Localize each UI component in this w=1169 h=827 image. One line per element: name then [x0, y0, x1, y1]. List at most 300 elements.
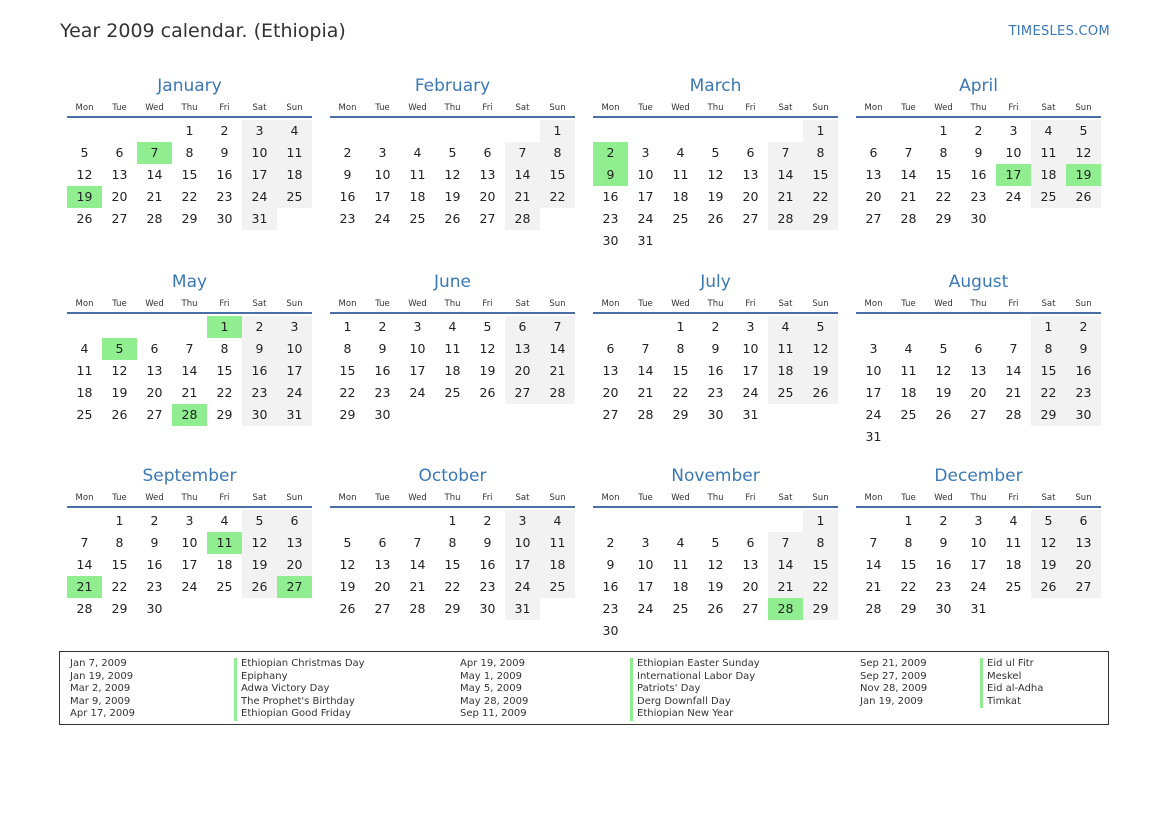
day-cell: 16: [479, 557, 496, 572]
day-cell: 5: [242, 510, 277, 532]
month-january: [67, 72, 312, 268]
holiday-day-cell: 27: [277, 576, 312, 598]
calendar-grid: [67, 72, 1101, 640]
holiday-date-column: [70, 658, 135, 721]
weekday-label: Fri: [219, 493, 230, 503]
day-grid: [856, 120, 1101, 230]
weekday-label: Wed: [408, 493, 427, 503]
empty-cell: [365, 510, 400, 532]
day-cell: 28: [76, 601, 93, 616]
weekday-label: Sun: [549, 493, 566, 503]
day-cell: 19: [479, 363, 496, 378]
day-cell: 14: [865, 557, 882, 572]
month-april: [856, 72, 1101, 268]
day-cell: 11: [76, 363, 93, 378]
day-cell: 5: [803, 316, 838, 338]
day-cell: 26: [707, 601, 724, 616]
month-name: November: [671, 466, 760, 486]
day-cell: 25: [540, 576, 575, 598]
month-name: June: [433, 272, 472, 292]
day-cell: 30: [1066, 404, 1101, 426]
weekday-label: Thu: [181, 299, 198, 309]
day-cell: 29: [900, 601, 917, 616]
weekday-label: Fri: [219, 103, 230, 113]
weekday-label: Fri: [482, 103, 493, 113]
empty-cell: [67, 120, 102, 142]
month-june: [330, 268, 575, 462]
day-cell: 13: [374, 557, 391, 572]
day-cell: 19: [707, 189, 724, 204]
day-cell: 19: [707, 579, 724, 594]
day-cell: 28: [409, 601, 426, 616]
day-cell: 18: [76, 385, 93, 400]
day-cell: 14: [505, 164, 540, 186]
weekday-label: Sat: [1041, 103, 1056, 113]
day-cell: 14: [181, 363, 198, 378]
day-cell: 8: [904, 535, 913, 550]
day-cell: 18: [1031, 164, 1066, 186]
empty-cell: [733, 120, 768, 142]
holiday-date: Nov 28, 2009: [860, 683, 928, 695]
day-cell: 13: [970, 363, 987, 378]
holiday-day-cell: 1: [207, 316, 242, 338]
day-cell: 2: [242, 316, 277, 338]
month-february: [330, 72, 575, 268]
weekday-label: Mon: [864, 103, 883, 113]
month-november: [593, 462, 838, 640]
day-cell: 12: [935, 363, 952, 378]
holiday-name: Eid al-Adha: [980, 683, 1043, 696]
holiday-name: Adwa Victory Day: [234, 683, 365, 696]
day-cell: 18: [672, 579, 689, 594]
day-cell: 18: [216, 557, 233, 572]
day-cell: 12: [242, 532, 277, 554]
holiday-name: Meskel: [980, 671, 1043, 684]
day-grid: [593, 510, 838, 642]
day-cell: 6: [150, 341, 159, 356]
day-cell: 26: [935, 407, 952, 422]
weekday-label: Wed: [408, 103, 427, 113]
day-cell: 17: [277, 360, 312, 382]
day-cell: 29: [444, 601, 461, 616]
holiday-date: May 28, 2009: [460, 695, 529, 707]
day-cell: 14: [540, 338, 575, 360]
day-cell: 1: [803, 120, 838, 142]
day-cell: 21: [146, 189, 163, 204]
day-cell: 13: [479, 167, 496, 182]
day-cell: 22: [672, 385, 689, 400]
day-cell: 22: [444, 579, 461, 594]
day-cell: 15: [181, 167, 198, 182]
day-cell: 3: [242, 120, 277, 142]
day-cell: 15: [803, 554, 838, 576]
day-cell: 12: [707, 167, 724, 182]
weekday-header: [593, 490, 838, 508]
day-cell: 15: [1031, 360, 1066, 382]
empty-cell: [926, 316, 961, 338]
day-cell: 16: [935, 557, 952, 572]
empty-cell: [102, 120, 137, 142]
day-cell: 9: [974, 145, 983, 160]
day-cell: 10: [970, 535, 987, 550]
day-cell: 18: [1005, 557, 1022, 572]
day-cell: 16: [146, 557, 163, 572]
day-cell: 16: [339, 189, 356, 204]
day-cell: 30: [935, 601, 952, 616]
weekday-label: Mon: [601, 103, 620, 113]
empty-cell: [137, 316, 172, 338]
day-cell: 6: [869, 145, 878, 160]
weekday-label: Thu: [970, 299, 987, 309]
day-cell: 27: [602, 407, 619, 422]
day-cell: 21: [409, 579, 426, 594]
day-cell: 22: [540, 186, 575, 208]
weekday-label: Tue: [901, 493, 916, 503]
day-cell: 22: [216, 385, 233, 400]
day-cell: 23: [935, 579, 952, 594]
day-cell: 1: [939, 123, 948, 138]
day-cell: 7: [869, 535, 878, 550]
day-cell: 10: [181, 535, 198, 550]
day-cell: 8: [540, 142, 575, 164]
weekday-label: Sat: [252, 493, 267, 503]
day-cell: 15: [216, 363, 233, 378]
day-cell: 14: [900, 167, 917, 182]
weekday-label: Mon: [338, 299, 357, 309]
day-cell: 19: [111, 385, 128, 400]
weekday-label: Tue: [638, 493, 653, 503]
day-cell: 5: [80, 145, 89, 160]
month-name: March: [689, 76, 742, 96]
day-cell: 2: [606, 535, 615, 550]
weekday-label: Thu: [181, 493, 198, 503]
day-cell: 1: [676, 319, 685, 334]
weekday-label: Sun: [286, 103, 303, 113]
day-cell: 24: [409, 385, 426, 400]
day-cell: 29: [181, 211, 198, 226]
day-cell: 20: [742, 189, 759, 204]
day-cell: 3: [746, 319, 755, 334]
day-cell: 27: [742, 601, 759, 616]
weekday-label: Sun: [286, 493, 303, 503]
day-cell: 15: [444, 557, 461, 572]
day-cell: 20: [374, 579, 391, 594]
day-cell: 13: [146, 363, 163, 378]
holiday-day-cell: 28: [172, 404, 207, 426]
day-cell: 4: [220, 513, 229, 528]
day-cell: 12: [479, 341, 496, 356]
day-cell: 17: [742, 363, 759, 378]
day-cell: 12: [803, 338, 838, 360]
day-cell: 23: [146, 579, 163, 594]
day-cell: 27: [1066, 576, 1101, 598]
day-cell: 9: [483, 535, 492, 550]
day-cell: 24: [637, 211, 654, 226]
weekday-header: [330, 490, 575, 508]
day-cell: 7: [80, 535, 89, 550]
day-cell: 26: [1031, 576, 1066, 598]
weekday-label: Sun: [549, 103, 566, 113]
weekday-header: [593, 296, 838, 314]
day-cell: 8: [803, 142, 838, 164]
day-cell: 25: [672, 211, 689, 226]
day-cell: 11: [409, 167, 426, 182]
day-cell: 2: [378, 319, 387, 334]
weekday-label: Sat: [1041, 493, 1056, 503]
day-cell: 13: [742, 167, 759, 182]
day-cell: 17: [970, 557, 987, 572]
empty-cell: [172, 316, 207, 338]
day-cell: 30: [216, 211, 233, 226]
day-cell: 28: [540, 382, 575, 404]
day-cell: 8: [115, 535, 124, 550]
weekday-label: Tue: [638, 103, 653, 113]
day-cell: 26: [242, 576, 277, 598]
holiday-day-cell: 9: [593, 164, 628, 186]
day-cell: 21: [1005, 385, 1022, 400]
month-name: January: [157, 76, 222, 96]
day-cell: 8: [448, 535, 457, 550]
day-cell: 5: [483, 319, 492, 334]
day-cell: 16: [374, 363, 391, 378]
month-august: [856, 268, 1101, 462]
day-cell: 17: [637, 189, 654, 204]
day-cell: 21: [540, 360, 575, 382]
day-cell: 1: [540, 120, 575, 142]
weekday-label: Thu: [444, 493, 461, 503]
weekday-label: Tue: [375, 299, 390, 309]
day-cell: 19: [444, 189, 461, 204]
day-cell: 4: [448, 319, 457, 334]
day-cell: 16: [970, 167, 987, 182]
empty-cell: [996, 316, 1031, 338]
weekday-label: Wed: [934, 103, 953, 113]
day-cell: 11: [672, 557, 689, 572]
day-grid: [330, 316, 575, 426]
day-cell: 16: [1066, 360, 1101, 382]
day-cell: 14: [76, 557, 93, 572]
weekday-label: Mon: [601, 299, 620, 309]
day-cell: 23: [216, 189, 233, 204]
empty-cell: [593, 120, 628, 142]
day-cell: 14: [768, 554, 803, 576]
day-cell: 6: [1066, 510, 1101, 532]
day-cell: 23: [602, 211, 619, 226]
empty-cell: [628, 316, 663, 338]
day-cell: 24: [637, 601, 654, 616]
weekday-label: Wed: [671, 493, 690, 503]
holiday-day-cell: 2: [593, 142, 628, 164]
day-grid: [593, 120, 838, 252]
day-cell: 8: [676, 341, 685, 356]
holiday-date: May 1, 2009: [460, 670, 523, 682]
holiday-date: Sep 27, 2009: [860, 670, 927, 682]
day-cell: 24: [181, 579, 198, 594]
day-cell: 25: [277, 186, 312, 208]
day-cell: 1: [185, 123, 194, 138]
day-grid: [67, 510, 312, 620]
day-cell: 5: [711, 145, 720, 160]
holiday-date: Apr 19, 2009: [460, 658, 526, 669]
holiday-name: Ethiopian Good Friday: [234, 708, 365, 721]
day-cell: 1: [904, 513, 913, 528]
day-cell: 24: [865, 407, 882, 422]
day-cell: 17: [374, 189, 391, 204]
day-cell: 8: [803, 532, 838, 554]
holiday-name: Timkat: [980, 696, 1043, 709]
weekday-label: Wed: [408, 299, 427, 309]
holiday-date-column: [460, 658, 528, 721]
day-cell: 20: [602, 385, 619, 400]
weekday-label: Wed: [671, 103, 690, 113]
weekday-label: Mon: [75, 493, 94, 503]
day-cell: 21: [900, 189, 917, 204]
day-cell: 3: [974, 513, 983, 528]
holiday-day-cell: 19: [1066, 164, 1101, 186]
day-cell: 27: [742, 211, 759, 226]
weekday-label: Mon: [75, 103, 94, 113]
day-cell: 6: [378, 535, 387, 550]
day-cell: 3: [641, 145, 650, 160]
day-cell: 3: [413, 319, 422, 334]
day-cell: 10: [637, 167, 654, 182]
weekday-label: Thu: [970, 493, 987, 503]
empty-cell: [856, 316, 891, 338]
empty-cell: [365, 120, 400, 142]
holiday-date-column: [860, 658, 927, 708]
day-cell: 17: [505, 554, 540, 576]
day-cell: 13: [865, 167, 882, 182]
weekday-label: Mon: [338, 103, 357, 113]
day-cell: 16: [602, 189, 619, 204]
day-cell: 24: [970, 579, 987, 594]
day-cell: 5: [939, 341, 948, 356]
day-cell: 4: [768, 316, 803, 338]
day-cell: 30: [602, 623, 619, 638]
day-cell: 29: [216, 407, 233, 422]
day-cell: 21: [181, 385, 198, 400]
holiday-date: Jan 19, 2009: [860, 695, 924, 707]
day-cell: 23: [1066, 382, 1101, 404]
holiday-date: Mar 2, 2009: [70, 683, 131, 695]
empty-cell: [961, 316, 996, 338]
day-cell: 23: [479, 579, 496, 594]
day-cell: 5: [343, 535, 352, 550]
day-cell: 27: [374, 601, 391, 616]
day-cell: 14: [1005, 363, 1022, 378]
weekday-label: Sat: [515, 299, 530, 309]
day-cell: 18: [444, 363, 461, 378]
day-cell: 17: [242, 164, 277, 186]
day-grid: [330, 120, 575, 230]
weekday-label: Fri: [1008, 493, 1019, 503]
holiday-date: Sep 11, 2009: [460, 708, 527, 720]
weekday-label: Sat: [252, 103, 267, 113]
day-grid: [856, 316, 1101, 448]
month-name: April: [959, 76, 998, 96]
weekday-label: Sun: [812, 493, 829, 503]
day-cell: 7: [641, 341, 650, 356]
day-cell: 8: [343, 341, 352, 356]
day-cell: 14: [146, 167, 163, 182]
weekday-header: [67, 296, 312, 314]
day-cell: 23: [374, 385, 391, 400]
weekday-label: Thu: [707, 493, 724, 503]
day-grid: [593, 316, 838, 426]
empty-cell: [435, 120, 470, 142]
empty-cell: [663, 510, 698, 532]
day-cell: 11: [277, 142, 312, 164]
day-cell: 21: [865, 579, 882, 594]
day-cell: 5: [1066, 120, 1101, 142]
weekday-header: [856, 296, 1101, 314]
holiday-name: Patriots' Day: [630, 683, 760, 696]
day-cell: 22: [1031, 382, 1066, 404]
weekday-label: Sun: [549, 299, 566, 309]
day-cell: 28: [637, 407, 654, 422]
day-cell: 20: [111, 189, 128, 204]
day-cell: 9: [220, 145, 229, 160]
day-grid: [330, 510, 575, 620]
day-cell: 12: [76, 167, 93, 182]
day-cell: 25: [76, 407, 93, 422]
month-name: February: [414, 76, 491, 96]
holiday-date: Mar 9, 2009: [70, 695, 131, 707]
day-cell: 3: [869, 341, 878, 356]
day-cell: 31: [970, 601, 987, 616]
day-cell: 3: [1009, 123, 1018, 138]
weekday-header: [330, 100, 575, 118]
day-cell: 1: [803, 510, 838, 532]
day-cell: 19: [1031, 554, 1066, 576]
day-cell: 29: [672, 407, 689, 422]
weekday-label: Fri: [745, 299, 756, 309]
day-cell: 6: [483, 145, 492, 160]
empty-cell: [330, 120, 365, 142]
brand-link[interactable]: TIMESLES.COM: [1008, 24, 1110, 39]
holiday-date: Jan 7, 2009: [70, 658, 127, 669]
day-cell: 25: [900, 407, 917, 422]
day-cell: 17: [637, 579, 654, 594]
holiday-name: Ethiopian Easter Sunday: [630, 658, 760, 671]
month-name: September: [142, 466, 237, 486]
day-cell: 27: [111, 211, 128, 226]
day-cell: 23: [707, 385, 724, 400]
empty-cell: [505, 120, 540, 142]
holiday-day-cell: 17: [996, 164, 1031, 186]
weekday-label: Wed: [934, 493, 953, 503]
day-cell: 2: [974, 123, 983, 138]
weekday-header: [856, 490, 1101, 508]
day-cell: 16: [602, 579, 619, 594]
day-cell: 10: [1005, 145, 1022, 160]
day-cell: 19: [935, 385, 952, 400]
day-cell: 10: [242, 142, 277, 164]
day-cell: 22: [339, 385, 356, 400]
month-name: December: [934, 466, 1023, 486]
day-cell: 3: [185, 513, 194, 528]
day-cell: 3: [641, 535, 650, 550]
day-cell: 26: [1066, 186, 1101, 208]
weekday-label: Sun: [1075, 103, 1092, 113]
empty-cell: [628, 120, 663, 142]
weekday-label: Sun: [812, 103, 829, 113]
weekday-label: Tue: [638, 299, 653, 309]
day-cell: 19: [803, 360, 838, 382]
day-cell: 20: [1066, 554, 1101, 576]
day-cell: 26: [111, 407, 128, 422]
month-december: [856, 462, 1101, 640]
